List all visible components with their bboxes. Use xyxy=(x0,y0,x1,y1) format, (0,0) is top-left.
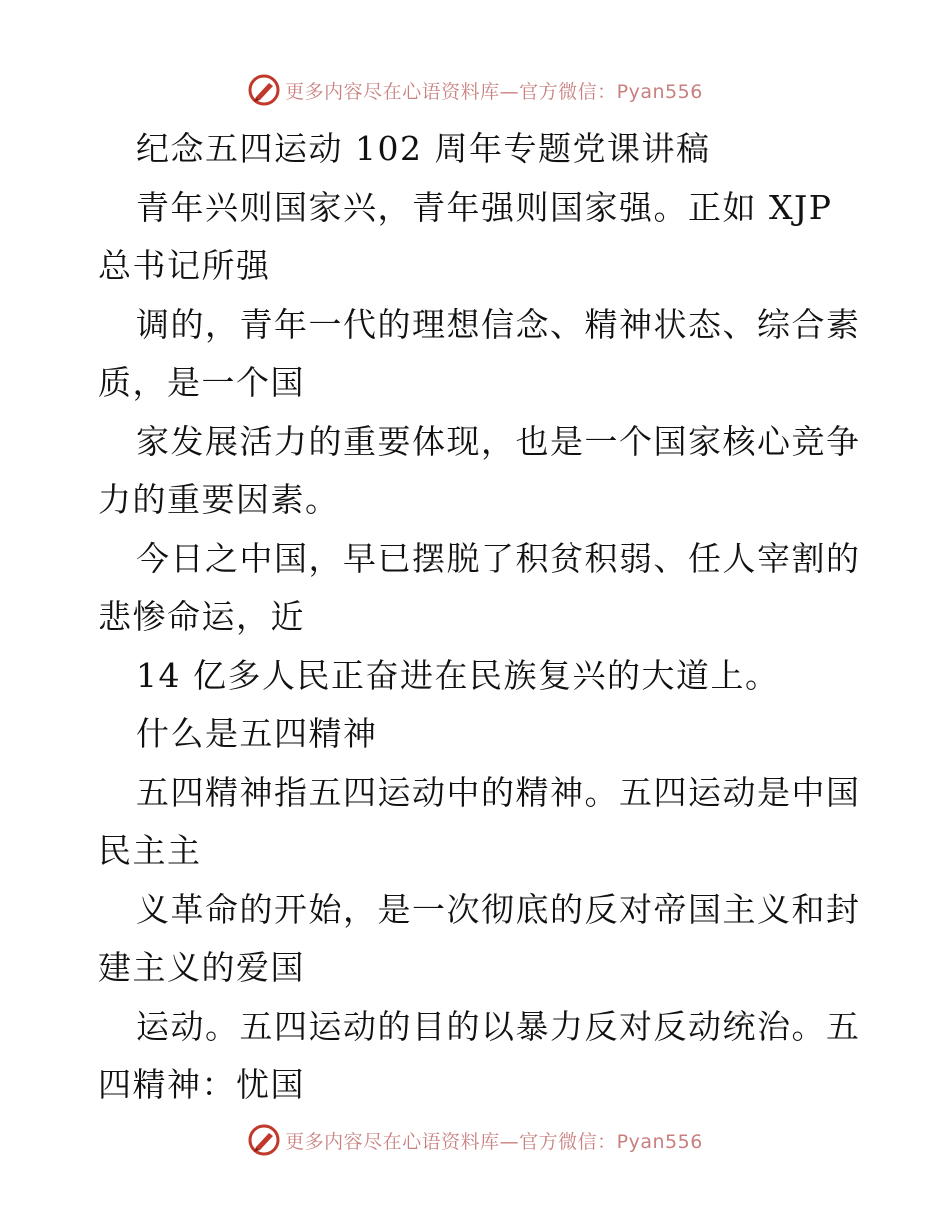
text-line-2: 青年兴则国家兴，青年强则国家强。正如 XJP xyxy=(136,187,833,227)
text-line-7: 力的重要因素。 xyxy=(98,480,340,519)
text-line-10: 14 亿多人民正奋进在民族复兴的大道上。 xyxy=(136,655,780,695)
text-line-3: 总书记所强 xyxy=(98,246,271,285)
text-line-12: 五四精神指五四运动中的精神。五四运动是中国 xyxy=(136,772,861,812)
text-line-8: 今日之中国，早已摆脱了积贫积弱、任人宰割的 xyxy=(136,538,861,578)
footer-watermark-banner xyxy=(0,1120,950,1160)
pen-logo-icon xyxy=(247,73,281,107)
text-line-6: 家发展活力的重要体现，也是一个国家核心竞争 xyxy=(136,421,861,461)
text-line-14: 义革命的开始，是一次彻底的反对帝国主义和封 xyxy=(136,889,861,929)
header-watermark-text: 更多内容尽在心语资料库—官方微信：Pyan556 xyxy=(285,80,703,103)
text-line-16: 运动。五四运动的目的以暴力反对反动统治。五 xyxy=(136,1006,861,1046)
header-watermark-banner xyxy=(0,70,950,110)
text-line-4: 调的，青年一代的理想信念、精神状态、综合素 xyxy=(136,304,861,344)
text-line-1: 纪念五四运动 102 周年专题党课讲稿 xyxy=(136,129,711,168)
text-line-17: 四精神：忧国 xyxy=(98,1065,305,1104)
text-line-13: 民主主 xyxy=(98,831,202,870)
document-body xyxy=(98,120,861,1115)
pen-logo-icon xyxy=(247,1123,281,1157)
text-line-15: 建主义的爱国 xyxy=(98,948,305,987)
text-line-9: 悲惨命运，近 xyxy=(98,597,305,636)
footer-watermark-text: 更多内容尽在心语资料库—官方微信：Pyan556 xyxy=(285,1130,703,1153)
text-line-11: 什么是五四精神 xyxy=(136,714,378,753)
text-line-5: 质，是一个国 xyxy=(98,363,305,402)
